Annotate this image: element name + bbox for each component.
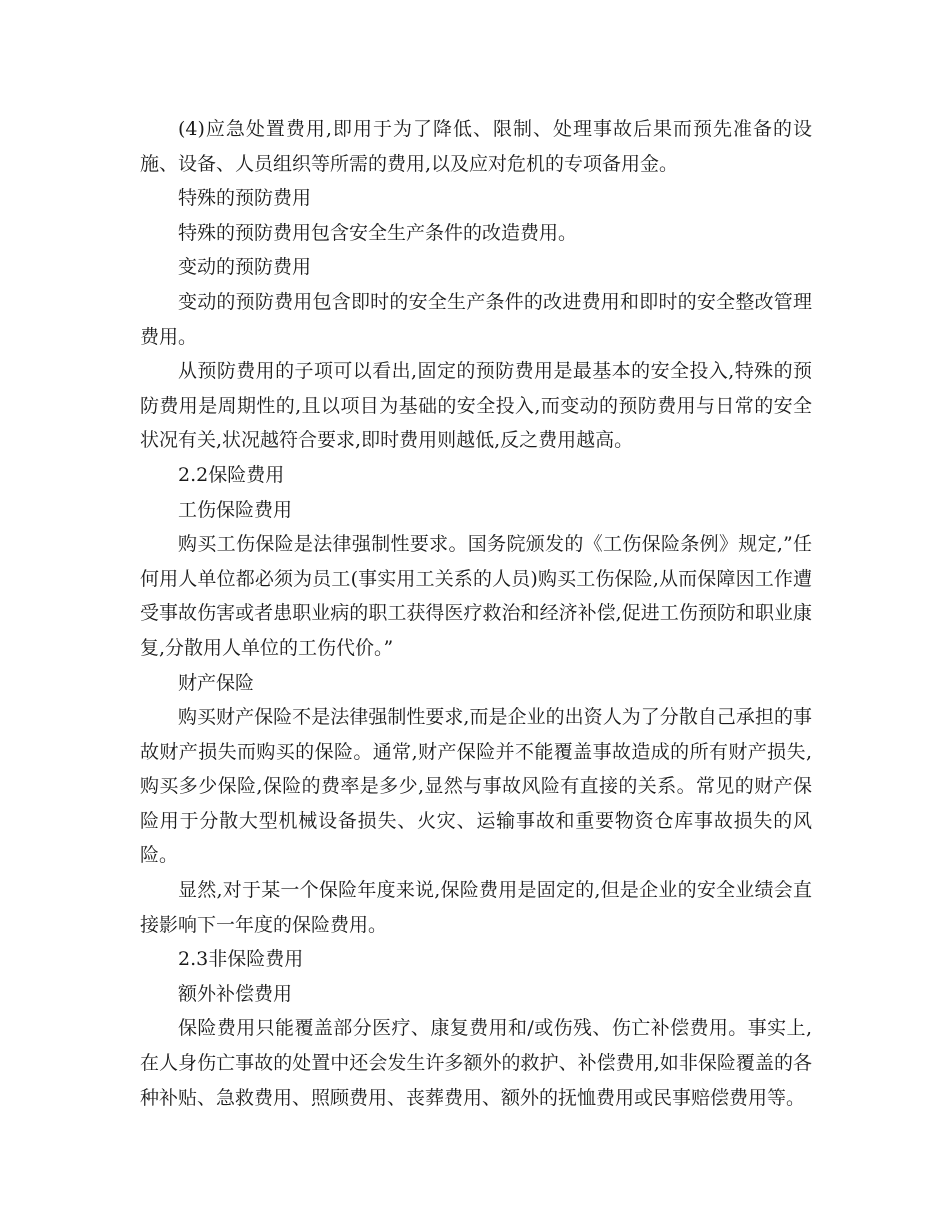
- paragraph-work-injury-insurance: 购买工伤保险是法律强制性要求。国务院颁发的《工伤保险条例》规定,”任何用人单位都必须为员工(事实用工关系的人员)购买工伤保险,从而保障因工作遭受事故伤害或者患职业病的职工获得医疗救治和经济补偿,促进工伤预防和职业康复,分散用人单位的工伤代价。”: [140, 533, 812, 659]
- paragraph-variable-prevention: 变动的预防费用包含即时的安全生产条件的改进费用和即时的安全整改管理费用。: [140, 290, 812, 348]
- paragraph-special-prevention: 特殊的预防费用包含安全生产条件的改造费用。: [178, 221, 578, 244]
- heading-variable-prevention: 变动的预防费用: [178, 256, 312, 279]
- paragraph-prevention-summary: 从预防费用的子项可以看出,固定的预防费用是最基本的安全投入,特殊的预防费用是周期性的,且以项目为基础的安全投入,而变动的预防费用与日常的安全状况有关,状况越符合要求,即时费用则越低,反之费用越高。: [140, 360, 812, 452]
- heading-extra-compensation: 额外补偿费用: [178, 982, 293, 1005]
- paragraph-insurance-summary: 显然,对于某一个保险年度来说,保险费用是固定的,但是企业的安全业绩会直接影响下一年度的保险费用。: [140, 879, 812, 936]
- paragraph-extra-compensation: 保险费用只能覆盖部分医疗、康复费用和/或伤残、伤亡补偿费用。事实上,在人身伤亡事故的处置中还会发生许多额外的救护、补偿费用,如非保险覆盖的各种补贴、急救费用、照顾费用、丧葬费用、额外的抚恤费用或民事赔偿费用等。: [140, 1017, 812, 1109]
- paragraph-property-insurance: 购买财产保险不是法律强制性要求,而是企业的出资人为了分散自己承担的事故财产损失而购买的保险。通常,财产保险并不能覆盖事故造成的所有财产损失,购买多少保险,保险的费率是多少,显然与事故风险有直接的关系。常见的财产保险用于分散大型机械设备损失、火灾、运输事故和重要物资仓库事故损失的风险。: [140, 706, 812, 867]
- heading-special-prevention: 特殊的预防费用: [178, 187, 312, 210]
- heading-property-insurance: 财产保险: [178, 671, 255, 694]
- heading-non-insurance-cost: 2.3非保险费用: [178, 948, 304, 971]
- document-body: [140, 112, 812, 1115]
- heading-insurance-cost: 2.2保险费用: [178, 463, 285, 486]
- paragraph-emergency-cost: (4)应急处置费用,即用于为了降低、限制、处理事故后果而预先准备的设施、设备、人员组织等所需的费用,以及应对危机的专项备用金。: [140, 118, 812, 175]
- heading-work-injury-insurance: 工伤保险费用: [178, 498, 293, 521]
